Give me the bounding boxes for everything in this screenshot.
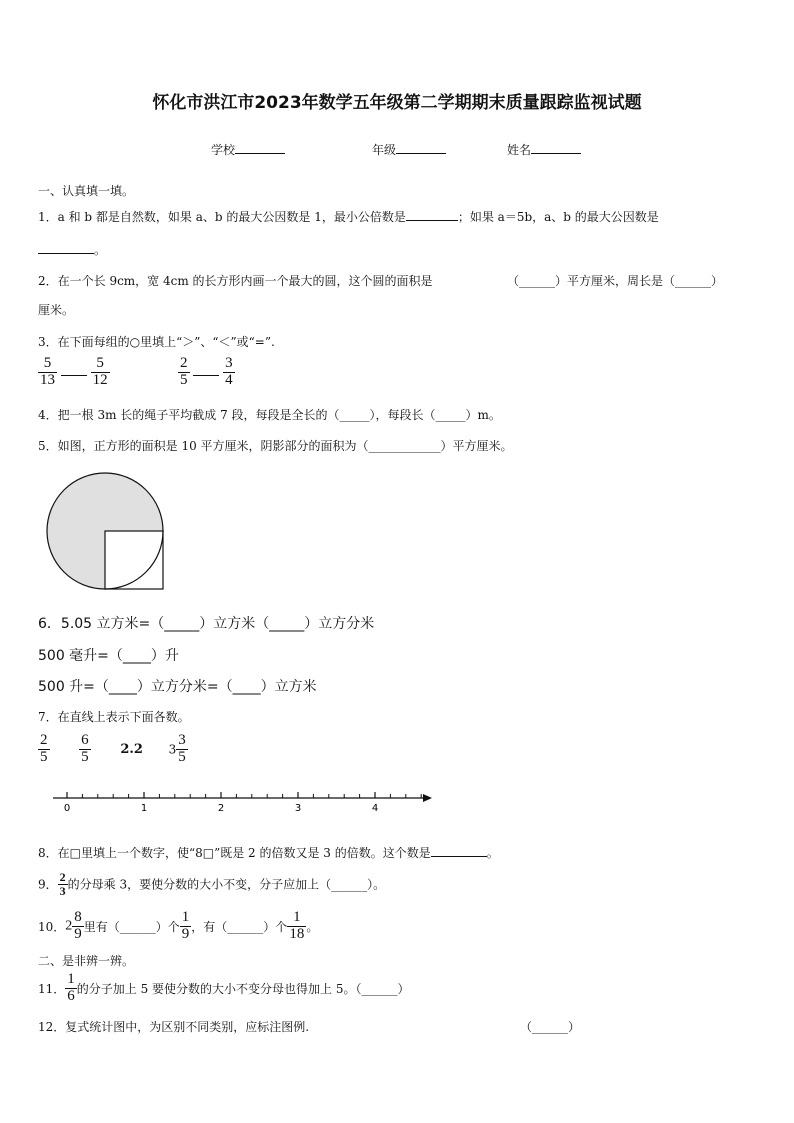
q10-f3-num: 1 xyxy=(287,910,306,927)
q3-frac-1-den: 13 xyxy=(40,371,55,388)
question-7: 7．在直线上表示下面各数。 xyxy=(38,710,190,724)
q7-f2-num: 6 xyxy=(81,732,89,748)
q7-decimal: 2.2 xyxy=(120,741,143,757)
q3-compare-blank-1[interactable] xyxy=(61,361,87,376)
school-blank[interactable] xyxy=(235,141,285,154)
q10-f1-den: 9 xyxy=(74,925,82,942)
axis-tick-label: 3 xyxy=(294,803,302,814)
question-5: 5．如图，正方形的面积是 10 平方厘米，阴影部分的面积为（____________）平方厘米。 xyxy=(38,439,513,453)
q11-text: 的分子加上 5 要使分数的大小不变分母也得加上 5。（______） xyxy=(76,981,410,996)
axis-tick-label: 4 xyxy=(371,803,379,814)
question-12: 12．复式统计图中，为区别不同类别，应标注图例. xyxy=(38,1020,310,1034)
q7-axis-labels xyxy=(64,803,378,814)
q7-frac-2-5 xyxy=(38,733,50,766)
q3-frac-4 xyxy=(223,356,235,389)
q3-frac-1-num: 5 xyxy=(38,356,57,373)
q10-text-2: ，有（______）个 xyxy=(191,919,288,934)
question-3: 3．在下面每组的○里填上“＞”、“＜”或“=”. xyxy=(38,335,275,349)
q7-mixed-num: 3 xyxy=(178,732,186,748)
axis-tick-label: 1 xyxy=(140,803,148,814)
q7-numbers xyxy=(38,733,188,766)
q3-frac-2-num: 5 xyxy=(91,356,110,373)
question-6-c: 500 升=（____）立方分米=（____）立方米 xyxy=(38,679,317,695)
page-title: 怀化市洪江市2023年数学五年级第二学期期末质量跟踪监视试题 xyxy=(152,93,642,113)
question-9 xyxy=(38,871,385,897)
q12-answer-blank[interactable]: （______） xyxy=(520,1020,581,1034)
q10-f2-num: 1 xyxy=(181,909,190,925)
school-label: 学校 xyxy=(211,143,236,157)
q1-text-a: 1．a 和 b 都是自然数，如果 a、b 的最大公因数是 1，最小公倍数是 xyxy=(38,210,406,224)
q10-f1-num: 8 xyxy=(74,909,82,925)
q3-frac-4-num: 3 xyxy=(225,355,233,371)
question-4: 4．把一根 3m 长的绳子平均截成 7 段，每段是全长的（_____），每段长（_____）m。 xyxy=(38,408,501,422)
q7-frac-6-5 xyxy=(79,733,91,766)
q5-square xyxy=(105,531,163,589)
q1-blank-2[interactable] xyxy=(38,241,94,254)
name-label: 姓名 xyxy=(507,143,532,157)
q11-num: 11． xyxy=(38,981,66,996)
q9-frac xyxy=(58,871,68,897)
section-1-heading: 一、认真填一填。 xyxy=(38,184,135,198)
q10-end: 。 xyxy=(306,919,319,934)
q3-compare-blank-2[interactable] xyxy=(193,361,219,376)
question-2 xyxy=(38,272,433,289)
q10-frac-2 xyxy=(180,910,192,943)
q10-num: 10． xyxy=(38,919,66,934)
question-1 xyxy=(38,208,659,225)
q9-text: 的分母乘 3，要使分数的大小不变，分子应加上（______）。 xyxy=(67,877,386,892)
q8-text-a: 8．在□里填上一个数字，使“8□”既是 2 的倍数又是 3 的倍数。这个数是 xyxy=(38,846,431,860)
q7-axis-arrow xyxy=(423,794,432,802)
q1-text-b: ；如果 a＝5b，a、b 的最大公因数是 xyxy=(457,210,659,224)
q3-frac-1 xyxy=(38,356,57,389)
q3-frac-3 xyxy=(178,356,190,389)
name-blank[interactable] xyxy=(531,141,581,154)
q3-frac-2 xyxy=(91,356,110,389)
name-field xyxy=(507,141,581,158)
q11-frac xyxy=(65,972,77,1005)
q3-pair-1 xyxy=(38,356,110,389)
q8-blank[interactable] xyxy=(431,844,487,857)
axis-tick-label: 0 xyxy=(63,803,71,814)
q7-mixed-whole: 3 xyxy=(168,742,177,757)
q10-f3-den: 18 xyxy=(289,925,305,942)
q9-num: 9． xyxy=(38,877,58,892)
q1-blank-1[interactable] xyxy=(406,208,458,221)
q10-whole: 2 xyxy=(65,918,73,934)
question-6: 6．5.05 立方米=（_____）立方米（_____）立方分米 xyxy=(38,616,375,632)
q7-number-line xyxy=(50,788,435,818)
q8-text-b: 。 xyxy=(486,846,499,860)
q5-figure xyxy=(44,470,168,594)
q7-f1-num: 2 xyxy=(40,732,48,748)
question-8 xyxy=(38,844,499,861)
q7-mixed-den: 5 xyxy=(178,748,186,765)
question-11 xyxy=(38,972,410,1005)
grade-label: 年级 xyxy=(372,143,397,157)
q2-text-a: 2．在一个长 9cm，宽 4cm 的长方形内画一个最大的圆，这个圆的面积是 xyxy=(38,274,433,288)
grade-field xyxy=(372,141,446,158)
q7-f2-den: 5 xyxy=(81,748,89,765)
q10-frac-1 xyxy=(72,910,84,943)
q7-ticks xyxy=(67,792,421,798)
q3-frac-2-den: 12 xyxy=(92,371,108,388)
q2-text-c: 厘米。 xyxy=(38,303,75,317)
q7-f1-den: 5 xyxy=(40,748,48,765)
axis-tick-label: 2 xyxy=(217,803,225,814)
q9-frac-den: 3 xyxy=(59,883,66,898)
q11-frac-den: 6 xyxy=(67,987,75,1004)
grade-blank[interactable] xyxy=(396,141,446,154)
q1-text-c: 。 xyxy=(94,243,107,257)
q10-frac-3 xyxy=(287,910,306,943)
q9-frac-num: 2 xyxy=(59,870,66,884)
school-field xyxy=(211,141,285,158)
section-2-heading: 二、是非辨一辨。 xyxy=(38,954,135,968)
question-10 xyxy=(38,910,318,943)
q3-pair-2 xyxy=(178,356,235,389)
q10-f2-den: 9 xyxy=(181,925,190,942)
q7-mixed-frac xyxy=(176,733,188,766)
q3-frac-3-num: 2 xyxy=(180,355,188,371)
q2-text-b: （______）平方厘米，周长是（______） xyxy=(507,274,724,288)
question-6-b: 500 毫升=（____）升 xyxy=(38,648,179,664)
q3-frac-3-den: 5 xyxy=(180,371,188,388)
q10-text-1: 里有（______）个 xyxy=(83,919,180,934)
question-1-cont xyxy=(38,241,106,258)
q3-frac-4-den: 4 xyxy=(225,371,233,388)
q11-frac-num: 1 xyxy=(67,971,75,987)
